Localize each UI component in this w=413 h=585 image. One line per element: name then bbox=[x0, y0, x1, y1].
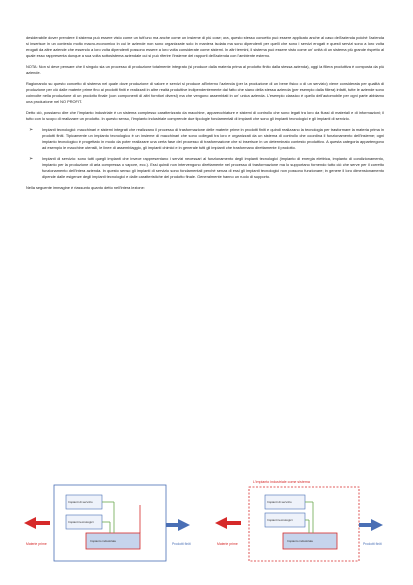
process-box-label: Impianto industriale bbox=[287, 539, 314, 543]
paragraph-1: desiderabile dover prendere il sistema può essere visto come un tutt'uno ma anche come un insieme di più cose; ora, questo stesso concetto può essere applicato anche al caso dell'azienda poiché l'azienda si inserisce in un contesto molto macro-economico in cui le aziende non sono organizzate solo in maniera isolata ma sono dipendenti per quelli che sono i servizi erogati e questi servizi sono a loro volta erogati da altre aziende che essendo a loro volta dipendenti possono essere a loro volta considerate come sistemi. In altri termini, il sistema può essere visto come un' unità di un sistema più grande rispetto al quale esso rappresenta dunque a sua volta sottosistema aziendale cui si può riferire l'insieme dei rapporti dell'azienda con l'ambiente esterno. bbox=[26, 35, 384, 58]
tech-box-label: Impianti tecnologici bbox=[267, 518, 293, 522]
closing-sentence: Nella seguente immagine è riassunto quanto detto nell'intera lezione: bbox=[26, 185, 145, 190]
bullet-item-impianti-tecnologici bbox=[26, 127, 384, 151]
input-label: Materie prime bbox=[217, 542, 238, 546]
bullet-text: Impianti tecnologici: macchinari e sistemi integrati che realizzano il processo di trasformazione delle materie prime in prodotti finiti e quindi realizzano la tecnologia per trasformare la materia prima in prodotti finiti. Tipicamente un impianto tecnologico è un insieme di macchinari che sono collegati tra loro e organizzati da un sistema di controllo che coordina il funzionamento dell'insieme; ogni impianto tecnologico è progettato in modo da poter realizzare una certa fase del processo di trasformazione che si inserisce in un determinato contesto produttivo. A questa categoria appartengono ad esempio le macchine utensili, le linee di assemblaggio, gli impianti chimici e in generale tutti gli impianti che trasformano direttamente il prodotto. bbox=[42, 127, 384, 150]
bullet-list bbox=[26, 127, 384, 180]
arrow-bullet-icon: ➢ bbox=[29, 127, 34, 133]
output-arrow-icon bbox=[359, 519, 383, 531]
paragraph-4: Detto ciò, possiamo dire che l'impianto industriale è un sistema complesso caratterizzato da macchine, apparecchiature e sistemi di controllo che sono legati tra loro da flussi di materiali e di informazioni; il tutto con lo scopo di realizzare un prodotto. In questo senso, l'impianto industriale comprende due tipologie fondamentali di impianti che sono gli impianti tecnologici e gli impianti di servizio. bbox=[26, 110, 384, 121]
input-label: Materie prime bbox=[26, 542, 47, 546]
tech-box-label: Impianti tecnologici bbox=[68, 520, 94, 524]
paragraph-2-nota: NOTA: Non si deve pensare che il singolo sia un processo di produzione totalmente integrato (si produce dalla materia prima al prodotto finito dalla stessa azienda), oggi la filiera produttiva è composta da più aziende. bbox=[26, 64, 384, 75]
bullet-item-impianti-servizio bbox=[26, 156, 384, 180]
input-arrow-icon bbox=[215, 517, 241, 529]
paragraph-3: Ragionando su questo concetto di sistema nel quale dove produzione di valore e servizi si produce all'interno l'azienda (per la produzione di un bene fisico o di un servizio) viene considerata per qualità di produzione per ciò dalle materie prime fino ai prodotti finiti e realizzati in altre realtà produttive indipendentemente dal fatto che siano della stessa azienda (per esempio dalla filiera) infatti, tutte le aziende sono coinvolte nella produzione di un prodotto finale (con componenti di altri fornitori diversi) ma che vengono assemblati in un' unica azienda. L'esempio classico è quello dell'automobile per ogni parte abbiamo una produzione nel NO PROFIT. bbox=[26, 81, 384, 104]
diagram-left bbox=[22, 475, 199, 570]
input-arrow-icon bbox=[24, 517, 50, 529]
output-label: Prodotti finiti bbox=[363, 542, 382, 546]
diagram-right bbox=[213, 475, 390, 570]
process-box-label: Impianto industriale bbox=[90, 539, 117, 543]
document-body bbox=[26, 35, 384, 196]
diagram-title: L'impianto industriale come sistema bbox=[253, 480, 310, 484]
diagram-left-svg bbox=[22, 475, 199, 570]
arrow-bullet-icon: ➢ bbox=[29, 156, 34, 162]
service-box-label: Impianti di servizio bbox=[68, 500, 93, 504]
diagram-right-svg bbox=[213, 475, 390, 570]
output-arrow-icon bbox=[166, 519, 190, 531]
output-label: Prodotti finiti bbox=[172, 542, 191, 546]
bullet-text: Impianti di servizio: sono tutti quegli impianti che invece rappresentano i servizi necessari al funzionamento degli impianti tecnologici (impianto di energia elettrica, impianto di condizionamento, impianto per la produzione di aria compressa o vapore, ecc.). Essi quindi non intervengono direttamente nel processo di trasformazione ma lo supportano fornendo tutto ciò che serve per il corretto funzionamento dell'intera azienda. In questo senso gli impianti di servizio sono fondamentali perché senza di essi gli impianti tecnologici non possono funzionare; in genere il loro dimensionamento dipende dalle esigenze degli impianti tecnologici e dalle caratteristiche del prodotto finale. Generalmente hanno un ruolo di supporto. bbox=[42, 156, 384, 179]
service-box-label: Impianti di servizio bbox=[267, 500, 292, 504]
